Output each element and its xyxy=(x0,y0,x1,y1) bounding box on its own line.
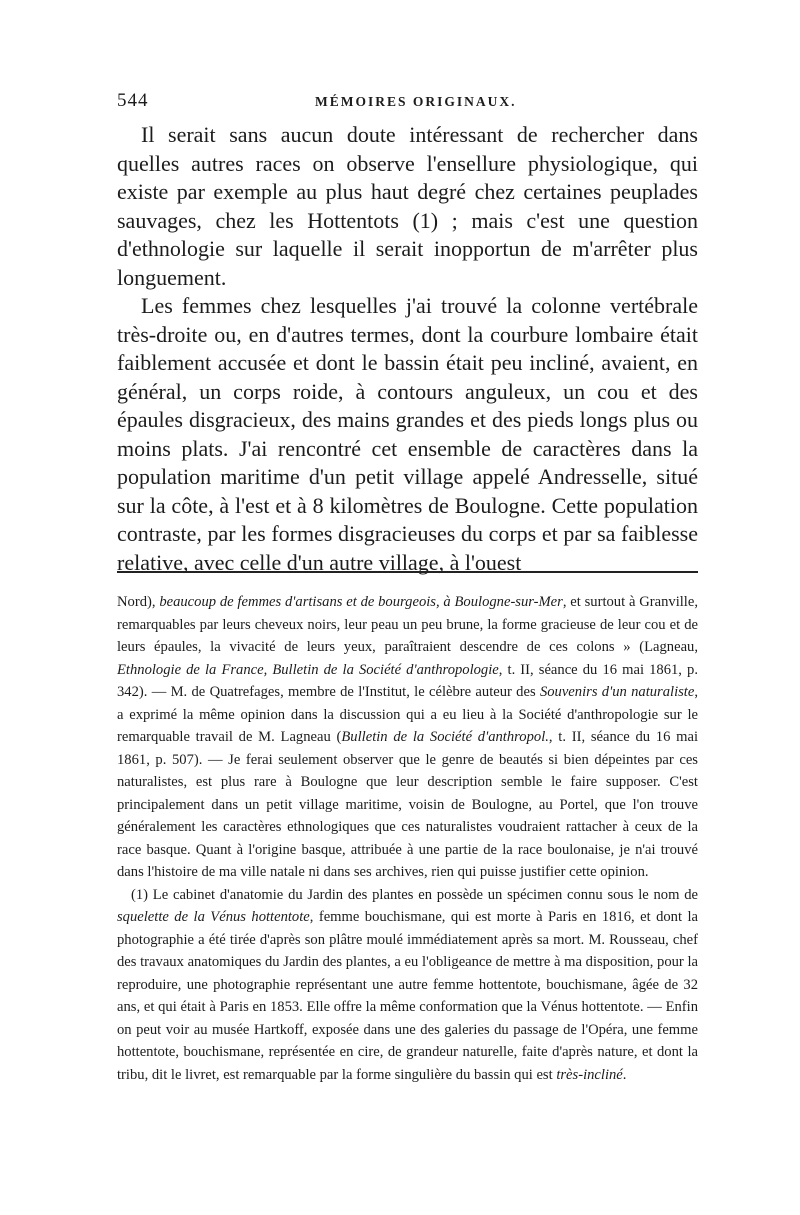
fn-italic: Souvenirs d'un naturaliste xyxy=(539,684,695,700)
running-head xyxy=(117,90,697,116)
footnote-divider xyxy=(117,571,698,573)
fn-text: , a exprimé la même opinion dans la discussion qui a eu lieu à la Société d'anthropologie sur le remarquable travail de M. Lagneau ( xyxy=(117,684,698,745)
fn-italic: Bulletin de la Société d'anthropol. xyxy=(341,729,549,745)
footnote-1 xyxy=(117,884,698,1087)
fn-italic: Ethnologie de la France, Bulletin de la Société d'anthropologie xyxy=(117,661,499,678)
fn-text: , t. II, séance du 16 mai 1861, p. 342). — M. de Quatrefages, membre de l'Institut, le célèbre auteur des xyxy=(117,661,698,700)
footnote-continued xyxy=(117,591,698,884)
fn-italic: squelette de la Vénus hottentote xyxy=(117,909,310,925)
fn-italic: très-incliné xyxy=(556,1066,623,1083)
page-number: 544 xyxy=(117,90,149,111)
fn-text: , femme bouchismane, qui est morte à Paris en 1816, et dont la photographie a été tirée d'après son plâtre moulé immédiatement après sa mort. M. Rousseau, chef des travaux anatomiques du Jardin des plantes, a eu l'obligeance de mettre à ma disposition, pour la reproduire, une photographie représentant une autre femme hottentote, bouchismane, âgée de 32 ans, et qui était à Paris en 1853. Elle offre la même conformation que la Vénus hottentote. — Enfin on peut voir au musée Hartkoff, exposée dans une des galeries du passage de l'Opéra, une femme hottentote, bouchismane, représentée en cire, de grandeur naturelle, faite d'après nature, et dont la tribu, dit le livret, est remarquable par la forme singulière du bassin qui est xyxy=(117,909,698,1083)
paragraph-ensellure: Il serait sans aucun doute intéressant de rechercher dans quelles autres races on observe l'ensellure physiologique, qui existe par exemple au plus haut degré chez certaines peuplades sauvages, chez les Hottentots (1) ; mais c'est une question d'ethnologie sur laquelle il serait inopportun de m'arrêter plus longuement. xyxy=(117,122,698,290)
main-text xyxy=(117,121,698,577)
running-title: MÉMOIRES ORIGINAUX. xyxy=(315,94,517,109)
fn-text: . xyxy=(622,1066,627,1083)
fn-italic: beaucoup de femmes d'artisans et de bourgeois, à Boulogne-sur-Mer xyxy=(159,594,563,610)
fn-text: , et surtout à Granville, remarquables par leurs cheveux noirs, leur peau un peu brune, la forme gracieuse de leur cou et de leurs épaules, la vivacité de leurs yeux, paraîtraient descendre de ces colons » (Lagneau, xyxy=(117,594,698,655)
paragraph-women-spine: Les femmes chez lesquelles j'ai trouvé la colonne vertébrale très-droite ou, en d'autres termes, dont la courbure lombaire était faiblement accusée et dont le bassin était peu incliné, avaient, en général, un corps roide, à contours anguleux, un cou et des épaules disgracieux, des mains grandes et des pieds longs plus ou moins plats. J'ai rencontré cet ensemble de caractères dans la population maritime d'un petit village appelé Andresselle, situé sur la côte, à l'est et à 8 kilomètres de Boulogne. Cette population contraste, par les formes disgracieuses du corps et par sa faiblesse relative, avec celle d'un autre village, à l'ouest xyxy=(117,293,698,575)
fn-text: Nord), xyxy=(117,594,160,610)
fn-text: , t. II, séance du 16 mai 1861, p. 507). — Je ferai seulement observer que le genre de beautés si bien dépeintes par ces naturalistes, est plus rare à Boulogne que leur description semble le faire supposer. C'est principalement dans un petit village maritime, voisin de Boulogne, au Portel, que l'on trouve généralement les caractères ethnologiques que ces naturalistes voudraient rattacher à ceux de la race basque. Quant à l'origine basque, attribuée à une partie de la race boulonaise, je n'ai trouvé dans l'histoire de ma ville natale ni dans ses archives, rien qui puisse justifier cette opinion. xyxy=(117,729,698,880)
footnotes xyxy=(117,591,698,1086)
fn-text: (1) Le cabinet d'anatomie du Jardin des plantes en possède un spécimen connu sous le nom de xyxy=(131,886,698,903)
